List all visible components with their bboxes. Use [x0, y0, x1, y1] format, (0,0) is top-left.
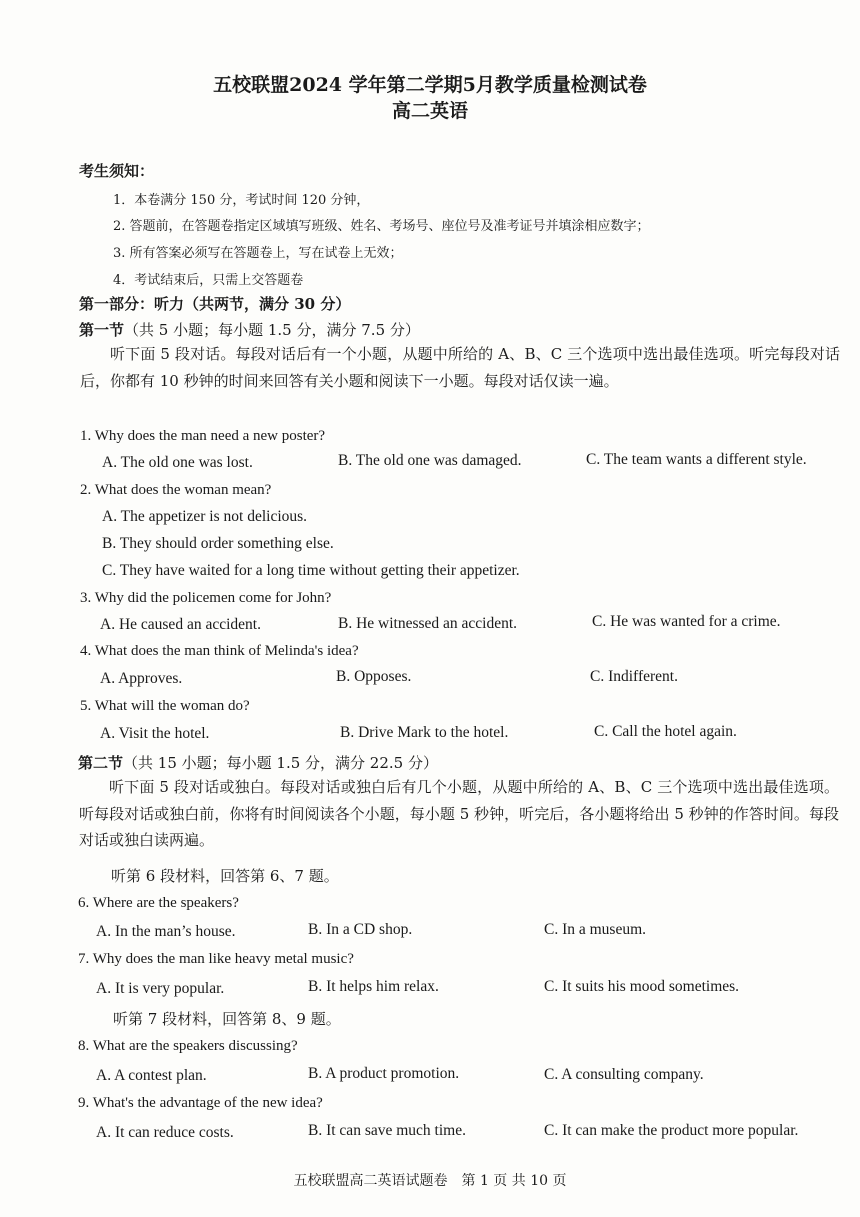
question-7-option-c: C. It suits his mood sometimes.: [544, 978, 740, 995]
part1-heading: 第一部分：听力（共两节，满分 30 分）: [79, 295, 351, 313]
section1-label: 第一节: [79, 321, 125, 339]
question-9-option-a: A. It can reduce costs.: [96, 1124, 234, 1141]
notice-item-2: 2. 答题前，在答题卷指定区域填写班级、姓名、考场号、座位号及准考证号并填涂相应数字；: [113, 219, 650, 234]
question-3-option-c: C. He was wanted for a crime.: [592, 613, 781, 630]
notice-item-4: 4．考试结束后，只需上交答题卷: [113, 273, 304, 288]
section1-instructions: 听下面 5 段对话。每段对话后有一个小题，从题中所给的 A、B、C 三个选项中选出最佳选项。听完每段对话后，你都有 10 秒钟的时间来回答有关小题和阅读下一小题。每段对话仅读一遍。: [80, 345, 840, 390]
question-8-option-b: B. A product promotion.: [308, 1065, 460, 1082]
section2-instructions: 听下面 5 段对话或独白。每段对话或独白后有几个小题，从题中所给的 A、B、C 三个选项中选出最佳选项。听每段对话或独白前，你将有时间阅读各个小题，每小题 5 秒钟，听完后，各小题将给出 5 秒钟的作答时间。每段对话或独白读两遍。: [79, 778, 839, 849]
section2-heading: [78, 752, 438, 773]
material-6-note: 听第 6 段材料，回答第 6、7 题。: [111, 867, 339, 885]
question-5-option-c: C. Call the hotel again.: [594, 723, 737, 740]
material-7-note: 听第 7 段材料，回答第 8、9 题。: [113, 1010, 341, 1028]
question-9-option-b: B. It can save much time.: [308, 1122, 466, 1139]
question-7-option-a: A. It is very popular.: [96, 980, 225, 997]
section2-detail: （共 15 小题；每小题 1.5 分，满分 22.5 分）: [123, 754, 438, 772]
question-2-option-a: A. The appetizer is not delicious.: [102, 508, 308, 525]
exam-subtitle: 高二英语: [391, 100, 468, 122]
question-4-option-a: A. Approves.: [100, 670, 183, 687]
question-4-option-b: B. Opposes.: [336, 668, 412, 685]
notice-item-3: 3. 所有答案必须写在答题卷上，写在试卷上无效；: [113, 246, 403, 261]
question-2-option-b: B. They should order something else.: [102, 535, 334, 552]
question-4-option-c: C. Indifferent.: [590, 668, 678, 685]
question-6-stem: 6. Where are the speakers?: [78, 895, 239, 911]
section1-heading: [79, 319, 420, 340]
question-1-option-c: C. The team wants a different style.: [586, 451, 807, 468]
question-1-option-b: B. The old one was damaged.: [338, 452, 522, 469]
question-8-stem: 8. What are the speakers discussing?: [78, 1038, 298, 1054]
question-1-option-a: A. The old one was lost.: [102, 454, 253, 471]
question-8-option-a: A. A contest plan.: [96, 1067, 207, 1084]
question-3-option-a: A. He caused an accident.: [100, 616, 261, 633]
question-5-stem: 5. What will the woman do?: [80, 698, 250, 714]
question-8-option-c: C. A consulting company.: [544, 1066, 704, 1083]
page-footer: 五校联盟高二英语试题卷 第 1 页 共 10 页: [293, 1173, 567, 1189]
question-4-stem: 4. What does the man think of Melinda's idea?: [80, 643, 359, 659]
question-1-stem: 1. Why does the man need a new poster?: [80, 428, 326, 444]
question-2-option-c: C. They have waited for a long time without getting their appetizer.: [102, 562, 520, 579]
exam-title: 五校联盟2024 学年第二学期5月教学质量检测试卷: [213, 74, 647, 96]
section1-detail: （共 5 小题；每小题 1.5 分，满分 7.5 分）: [124, 321, 420, 339]
question-6-option-b: B. In a CD shop.: [308, 921, 413, 938]
question-3-stem: 3. Why did the policemen come for John?: [80, 590, 332, 606]
section2-label: 第二节: [78, 754, 124, 772]
question-6-option-a: A. In the man’s house.: [96, 923, 236, 940]
question-6-option-c: C. In a museum.: [544, 921, 647, 938]
question-3-option-b: B. He witnessed an accident.: [338, 615, 518, 632]
question-9-stem: 9. What's the advantage of the new idea?: [78, 1095, 323, 1111]
question-9-option-c: C. It can make the product more popular.: [544, 1122, 799, 1139]
question-2-stem: 2. What does the woman mean?: [80, 482, 272, 498]
notice-heading: 考生须知：: [79, 162, 155, 180]
notice-item-1: 1．本卷满分 150 分，考试时间 120 分钟，: [113, 193, 370, 208]
question-5-option-b: B. Drive Mark to the hotel.: [340, 724, 509, 741]
question-7-option-b: B. It helps him relax.: [308, 978, 439, 995]
question-5-option-a: A. Visit the hotel.: [100, 725, 210, 742]
question-7-stem: 7. Why does the man like heavy metal music?: [78, 951, 354, 967]
